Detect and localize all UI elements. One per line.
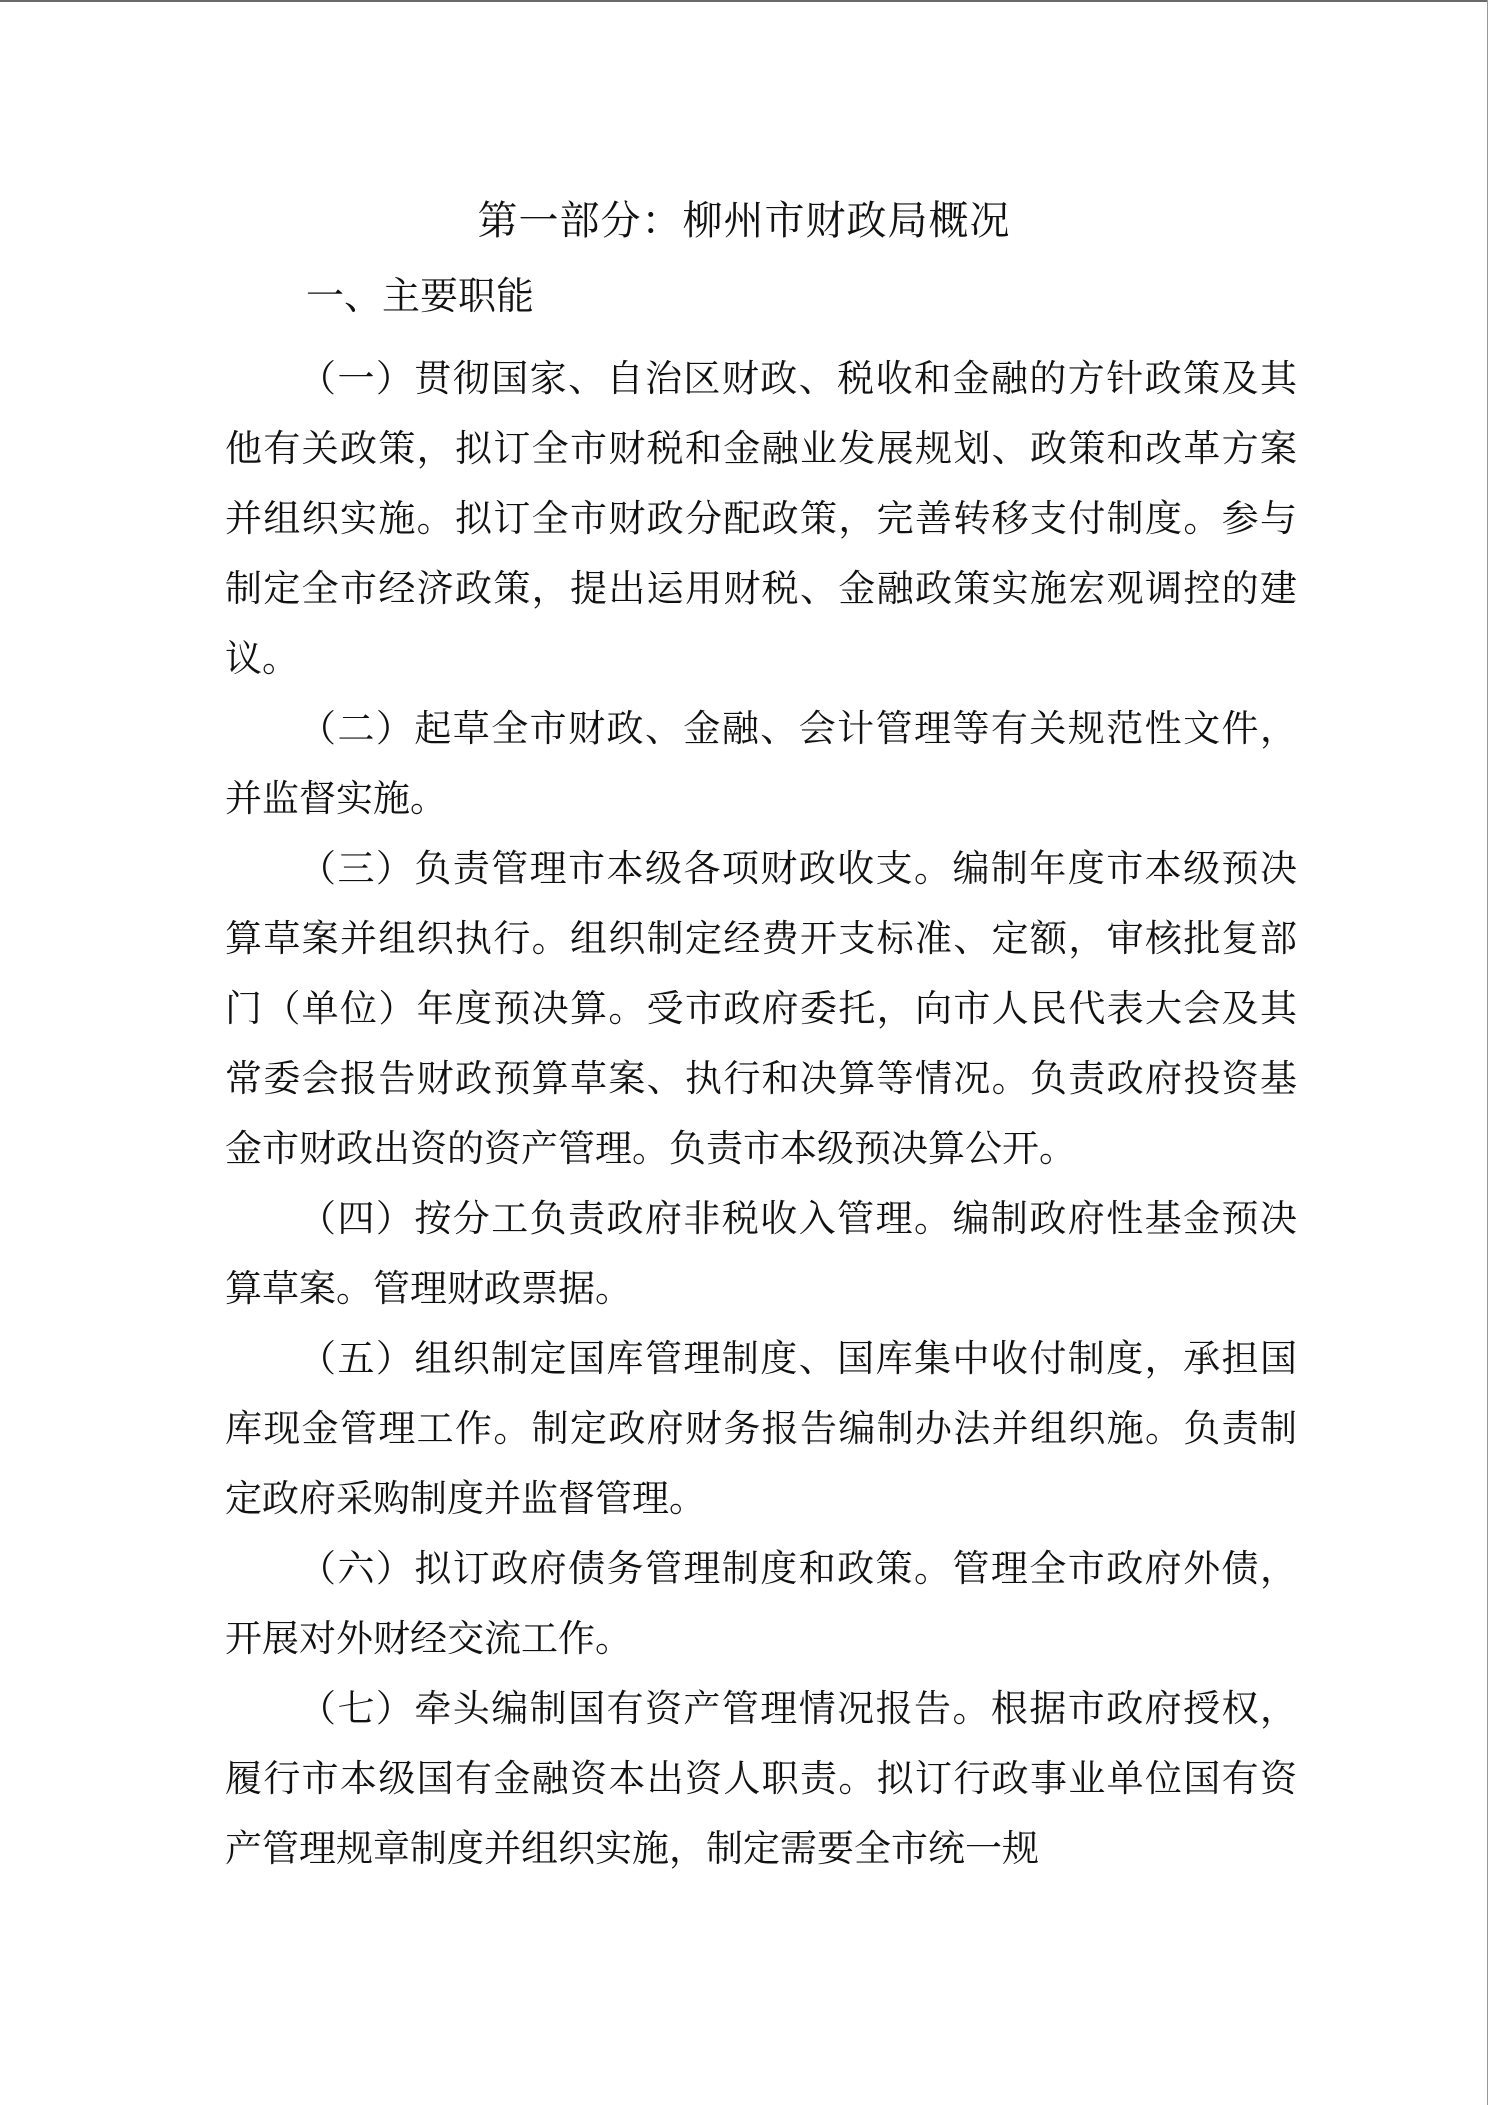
paragraph-4: （四）按分工负责政府非税收入管理。编制政府性基金预决算草案。管理财政票据。 <box>225 1197 1297 1310</box>
paragraph-5: （五）组织制定国库管理制度、国库集中收付制度，承担国库现金管理工作。制定政府财务报告编制办法并组织施。负责制定政府采购制度并监督管理。 <box>225 1337 1297 1520</box>
page-top-edge <box>0 0 1488 2</box>
body-text <box>225 344 1297 1884</box>
paragraph-6: （六）拟订政府债务管理制度和政策。管理全市政府外债，开展对外财经交流工作。 <box>225 1547 1297 1660</box>
paragraph-7: （七）牵头编制国有资产管理情况报告。根据市政府授权，履行市本级国有金融资本出资人职责。拟订行政事业单位国有资产管理规章制度并组织实施，制定需要全市统一规 <box>225 1687 1297 1870</box>
paragraph-2: （二）起草全市财政、金融、会计管理等有关规范性文件，并监督实施。 <box>225 707 1297 820</box>
paragraph-1: （一）贯彻国家、自治区财政、税收和金融的方针政策及其他有关政策，拟订全市财税和金融业发展规划、政策和改革方案并组织实施。拟订全市财政分配政策，完善转移支付制度。参与制定全市经济政策，提出运用财税、金融政策实施宏观调控的建议。 <box>225 357 1297 680</box>
page-title: 第一部分：柳州市财政局概况 <box>477 198 1011 244</box>
section-heading: 一、主要职能 <box>306 274 535 318</box>
paragraph-3: （三）负责管理市本级各项财政收支。编制年度市本级预决算草案并组织执行。组织制定经费开支标准、定额，审核批复部门（单位）年度预决算。受市政府委托，向市人民代表大会及其常委会报告财政预算草案、执行和决算等情况。负责政府投资基金市财政出资的资产管理。负责市本级预决算公开。 <box>225 847 1297 1170</box>
